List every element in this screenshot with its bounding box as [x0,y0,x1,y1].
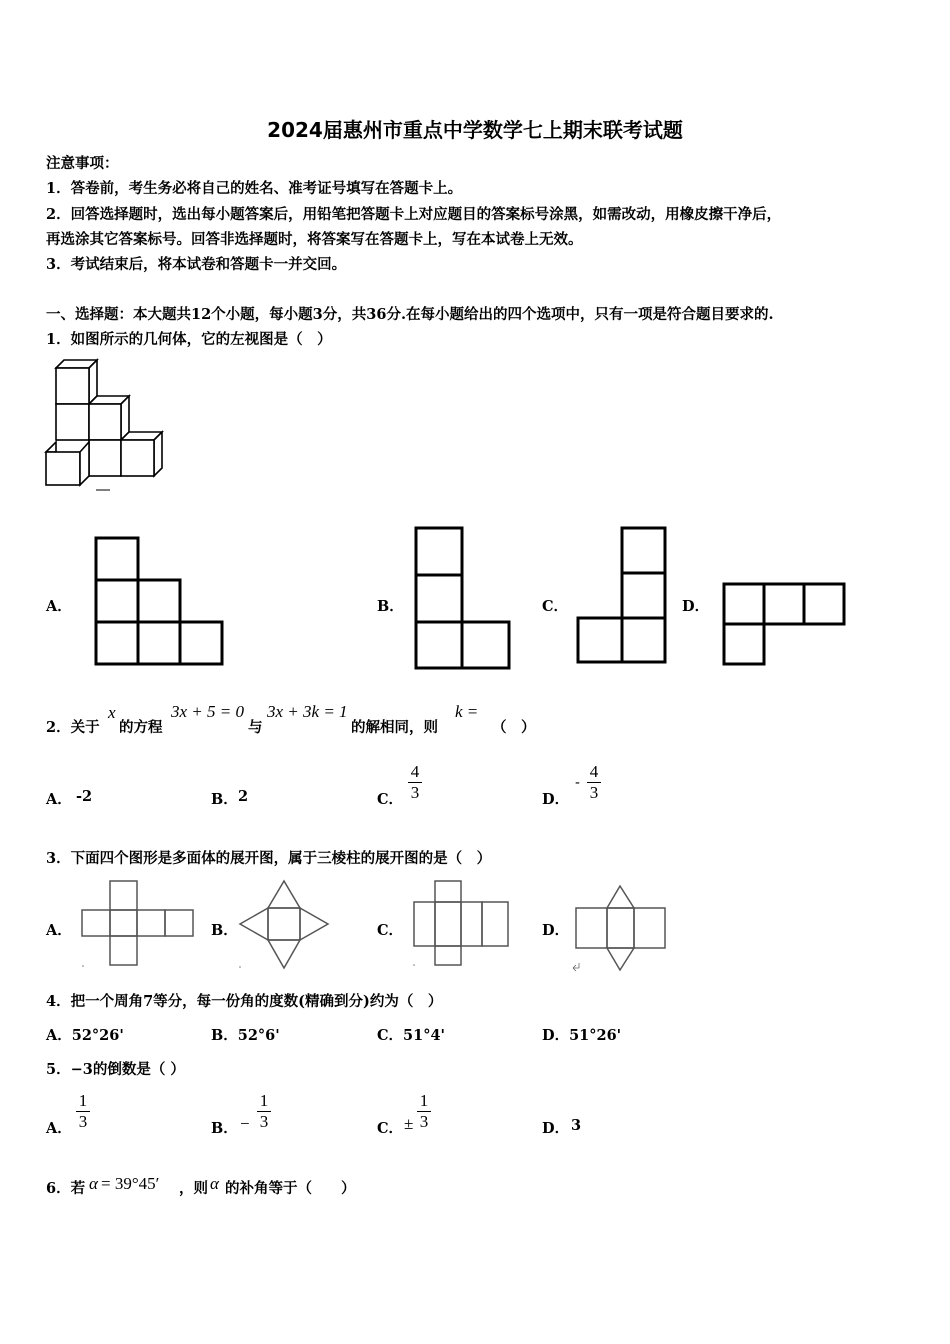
q2-equation-2: 3x + 3k = 1 [267,702,348,721]
q1-option-d-figure[interactable] [722,582,847,667]
q2-d-denominator: 3 [589,783,599,802]
q2-option-c-fraction[interactable] [408,762,422,803]
q2-equation-1: 3x + 5 = 0 [171,702,244,721]
q6-equation: = 39°45′ [101,1174,160,1193]
q1-label-d[interactable]: D． [682,598,710,615]
q2-mid2: 与 [248,719,263,736]
q2-option-d-fraction[interactable] [587,762,601,803]
q4-option-b[interactable]: B．52°6' [211,1027,280,1044]
q1-solid-figure [44,356,174,496]
q5-label-b[interactable]: B． [211,1120,238,1137]
q5-option-a-fraction[interactable] [76,1091,90,1132]
q4-option-c[interactable]: C．51°4' [377,1027,445,1044]
q2-c-numerator: 4 [410,762,420,781]
q3-label-b[interactable]: B． [211,922,238,939]
q6-mid: ，则 [179,1180,208,1197]
q5-option-d[interactable]: 3 [571,1117,582,1134]
q5-b-denominator: 3 [259,1112,269,1131]
notice-heading: 注意事项： [46,155,119,172]
notice-item-3: 3．考试结束后，将本试卷和答题卡一并交回。 [46,256,347,273]
q5-option-b-fraction[interactable] [257,1091,271,1132]
q5-a-denominator: 3 [78,1112,88,1131]
q5-stem: 5．−3的倒数是（ ） [46,1061,185,1078]
q5-label-c[interactable]: C． [377,1120,404,1137]
q4-option-a[interactable]: A．52°26' [46,1027,124,1044]
q1-option-a-figure[interactable] [94,536,224,666]
q2-option-b[interactable]: 2 [238,788,249,805]
q4-stem: 4．把一个周角7等分，每一份角的度数(精确到分)约为（ ） [46,993,443,1010]
section-heading: 一、选择题：本大题共12个小题，每小题3分，共36分.在每小题给出的四个选项中，只有一项是符合题目要求的. [46,306,774,323]
q3-label-c[interactable]: C． [377,922,404,939]
q5-label-d[interactable]: D． [542,1120,570,1137]
q5-option-c-fraction[interactable] [417,1091,431,1132]
q2-label-d[interactable]: D． [542,791,570,808]
q5-b-numerator: 1 [259,1091,269,1110]
q5-option-c-sign[interactable]: ± [404,1114,414,1133]
q1-option-b-figure[interactable] [413,525,513,670]
q2-label-b[interactable]: B． [211,791,238,808]
q1-label-b[interactable]: B． [377,598,404,615]
q2-label-a[interactable]: A． [46,791,72,808]
q1-stem: 1．如图所示的几何体，它的左视图是（ ） [46,331,332,348]
q6-alpha: α [89,1174,98,1193]
q2-mid3: 的解相同，则 [351,719,438,736]
q6-alpha-2: α [210,1174,219,1193]
q1-label-a[interactable]: A． [46,598,72,615]
notice-item-2-cont: 再选涂其它答案标号。回答非选择题时，将答案写在答题卡上，写在本试卷上无效。 [46,231,583,248]
q5-c-denominator: 3 [419,1112,429,1131]
q2-mid1: 的方程 [119,719,163,736]
q1-label-c[interactable]: C． [542,598,569,615]
q5-a-numerator: 1 [78,1091,88,1110]
q2-prefix: 2．关于 [46,719,100,736]
notice-item-2: 2．回答选择题时，选出每小题答案后，用铅笔把答题卡上对应题目的答案标号涂黑，如需改动，用橡皮擦干净后， [46,206,782,223]
q1-option-c-figure[interactable] [575,525,670,665]
q2-label-c[interactable]: C． [377,791,404,808]
q2-option-d-sign[interactable]: - [575,775,580,791]
q6-prefix: 6．若 [46,1180,86,1197]
q5-label-a[interactable]: A． [46,1120,72,1137]
q2-option-a[interactable]: -2 [76,788,93,805]
q2-var-x: x [108,703,116,722]
q3-label-a[interactable]: A． [46,922,72,939]
q5-option-b-sign[interactable]: − [240,1114,250,1133]
q3-option-d-net[interactable] [572,882,672,974]
q2-suffix: （ ） [492,719,536,736]
q2-c-denominator: 3 [410,783,420,802]
q6-suffix: 的补角等于（ ） [225,1180,356,1197]
q3-option-a-net[interactable] [80,878,198,970]
q4-option-d[interactable]: D．51°26' [542,1027,622,1044]
q3-label-d[interactable]: D． [542,922,570,939]
q2-d-numerator: 4 [589,762,599,781]
page-title: 2024届惠州市重点中学数学七上期末联考试题 [267,118,683,142]
notice-item-1: 1．答卷前，考生务必将自己的姓名、准考证号填写在答题卡上。 [46,180,463,197]
q3-stem: 3．下面四个图形是多面体的展开图，属于三棱柱的展开图的是（ ） [46,850,492,867]
q5-c-numerator: 1 [419,1091,429,1110]
q2-k: k = [455,702,479,721]
q3-option-b-net[interactable] [236,878,336,970]
q3-option-c-net[interactable] [410,878,510,968]
